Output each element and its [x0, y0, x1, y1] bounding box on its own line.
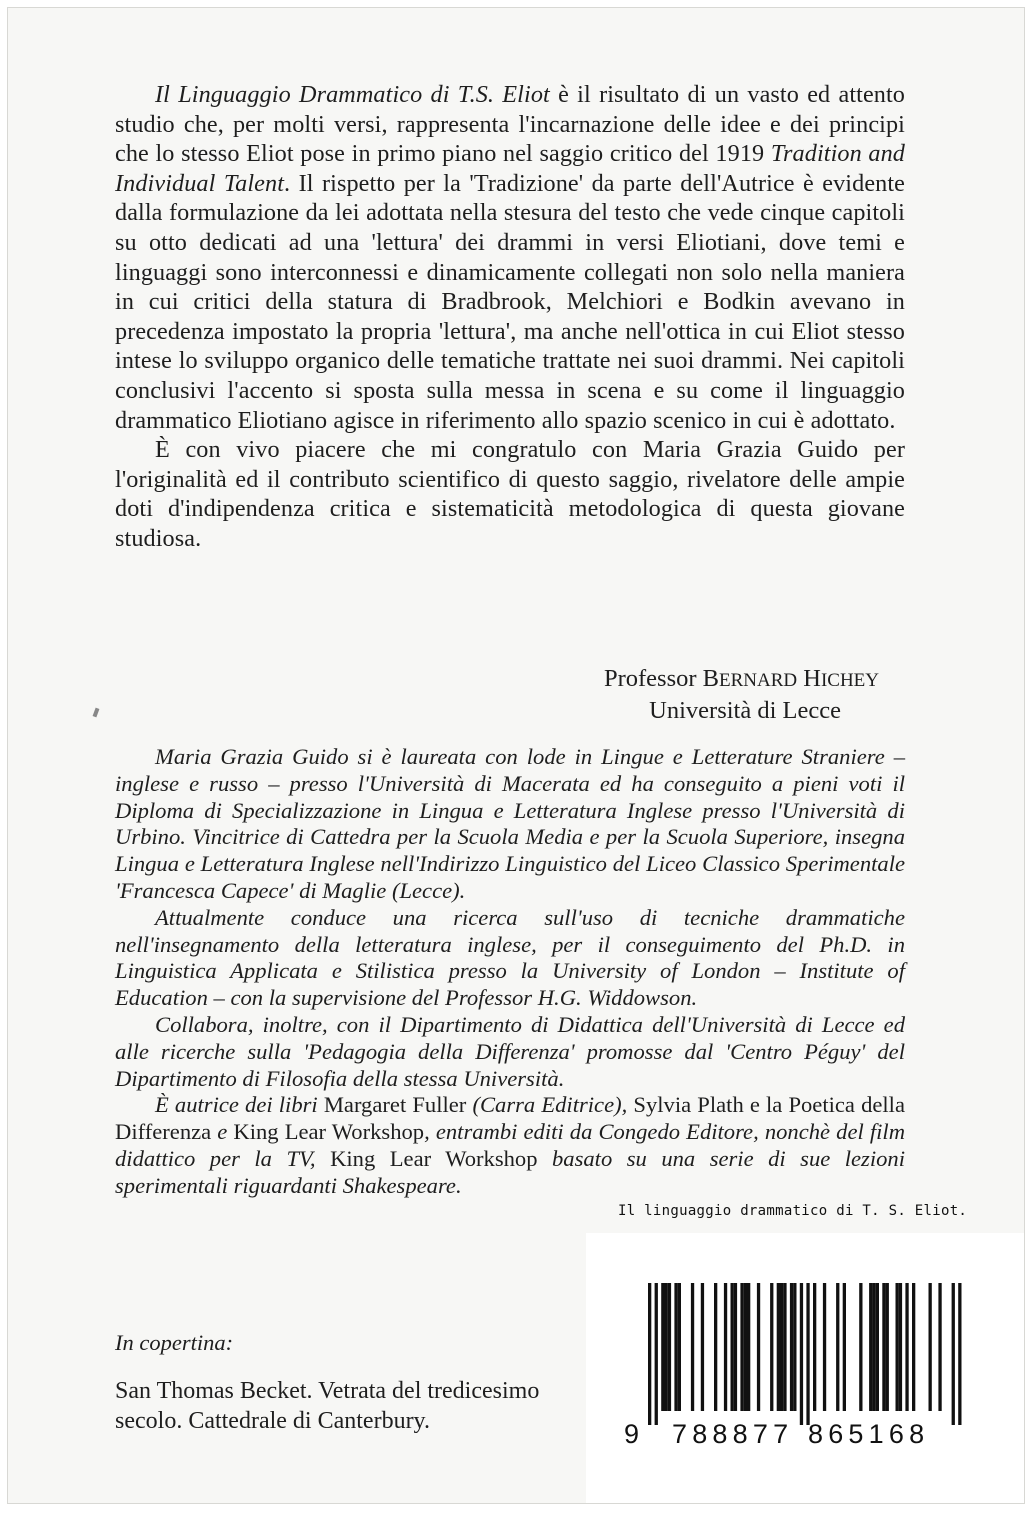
barcode-bar: [813, 1283, 816, 1411]
barcode-bar: [648, 1283, 651, 1425]
signature-name-part: ICHEY: [820, 670, 879, 691]
review-paragraph-1: [115, 80, 905, 435]
review-paragraph-2: È con vivo piacere che mi congratulo con Maria Grazia Guido per l'originalità ed il contributo scientifico di questo saggio, rivelatore delle ampie doti d'indipendenza critica e sistematicità metodologica di questa giovane studiosa.: [115, 436, 905, 552]
barcode-bar: [790, 1283, 793, 1411]
barcode-bars: [648, 1283, 966, 1425]
signature-initial: H: [803, 665, 821, 692]
barcode-bar: [731, 1283, 734, 1411]
review-text-span: . Il rispetto per la 'Tradizione' da parte dell'Autrice è evidente dalla formulazione da lei adottata nella stesura del testo che vede cinque capitoli su otto dedicati ad una 'lettura' dei drammi in versi Eliotiani, dove temi e linguaggi sono interconnessi e dinamicamente collegati non solo nella maniera in cui critici della statura di Bradbrook, Melchiori e Bodkin avevano in precedenza impostato la propria 'lettura', ma anche nell'ottica in cui Eliot stesso intese lo sviluppo organico delle tematiche trattate nei suoi drammi. Nei capitoli conclusivi l'accento si sposta sulla messa in scena e su come il linguaggio drammatico Eliotiano agisce in riferimento allo spazio scenico in cui è adottato.: [115, 169, 906, 434]
barcode-bar: [661, 1283, 664, 1411]
bio-film-title: King Lear Workshop: [330, 1145, 538, 1171]
bio-text-span: È autrice dei libri: [155, 1092, 324, 1118]
bio-paragraph-3: Collabora, inoltre, con il Dipartimento di Didattica dell'Università di Lecce ed alle ricerche sulla 'Pedagogia della Differenza' promosse dal 'Centro Péguy' del Dipartimento di Filosofia della stessa Università.: [115, 1011, 905, 1091]
signature-title: Professor: [603, 665, 697, 692]
barcode-bar: [757, 1283, 760, 1411]
barcode-bar: [958, 1283, 961, 1425]
barcode-bar: [938, 1283, 941, 1411]
barcode-digit-group-2: 865168: [808, 1419, 930, 1449]
barcode-bar: [876, 1283, 879, 1411]
signature-name-part: ERNARD: [718, 670, 798, 691]
barcode-bar: [859, 1283, 862, 1411]
barcode-bar: [734, 1283, 737, 1411]
barcode-first-digit: 9: [624, 1419, 645, 1449]
review-text-span: è il risultato di un vasto ed attento studio che, per molti versi, rappresenta l'incarnazione delle idee e dei principi che lo stesso Eliot pose in primo piano nel saggio critico del 1919: [115, 81, 905, 168]
barcode-bar: [783, 1283, 786, 1411]
barcode-bar: [886, 1283, 889, 1411]
bio-text-span: , entrambi editi da Congedo Editore, nonchè del film didattico per la TV,: [115, 1119, 906, 1171]
signature-name: [604, 664, 879, 696]
barcode-bar: [806, 1283, 809, 1425]
barcode-bar: [668, 1283, 671, 1411]
barcode-bar: [843, 1283, 846, 1411]
barcode-bar: [899, 1283, 902, 1411]
book-back-cover: [7, 7, 1025, 1504]
signature-initial: B: [702, 665, 719, 692]
print-mark: [93, 708, 100, 718]
barcode-bar: [793, 1283, 796, 1411]
barcode-bar: [823, 1283, 826, 1411]
barcode-sticker: [586, 1233, 1025, 1504]
review-signature: [604, 664, 879, 726]
barcode-bar: [780, 1283, 783, 1411]
signature-affiliation: Università di Lecce: [649, 697, 841, 724]
bio-text-span: (Carra Editrice),: [466, 1092, 634, 1118]
bio-book-title: Margaret Fuller: [323, 1092, 467, 1118]
barcode-bar: [872, 1283, 875, 1411]
barcode-bar: [952, 1283, 955, 1425]
barcode-bar: [740, 1283, 743, 1411]
bio-text-span: basato su una serie di sue lezioni sperimentali riguardanti Shakespeare.: [115, 1145, 905, 1198]
barcode-bar: [701, 1283, 704, 1411]
barcode-bar: [744, 1283, 747, 1411]
barcode-bar: [665, 1283, 668, 1411]
barcode-digit-group-1: 788877: [672, 1419, 794, 1449]
book-title: Il Linguaggio Drammatico di T.S. Eliot: [155, 81, 550, 108]
review-text: [115, 80, 905, 554]
barcode-bar: [896, 1283, 899, 1411]
bio-book-title: Sylvia Plath e la Poetica della Differenza: [115, 1092, 905, 1145]
barcode-bar: [836, 1283, 839, 1411]
essay-title: Tradition and Individual Talent: [115, 140, 905, 197]
barcode-bar: [777, 1283, 780, 1411]
barcode-bar: [691, 1283, 694, 1411]
series-label: Il linguaggio drammatico di T. S. Eliot.: [618, 1203, 968, 1219]
barcode-bar: [714, 1283, 717, 1411]
barcode-bar: [882, 1283, 885, 1411]
bio-paragraph-4: [115, 1092, 905, 1199]
author-bio: [115, 744, 905, 1200]
barcode-bar: [800, 1283, 803, 1425]
cover-caption: In copertina:: [115, 1330, 234, 1355]
barcode-bar: [869, 1283, 872, 1411]
bio-book-title: King Lear Workshop: [233, 1119, 425, 1145]
barcode-bar: [912, 1283, 915, 1411]
bio-paragraph-1: Maria Grazia Guido si è laureata con lode in Lingue e Letterature Straniere – inglese e russo – presso l'Università di Macerata ed ha conseguito a pieni voti il Diploma di Specializzazione in Lingua e Letteratura Inglese presso l'Università di Urbino. Vincitrice di Cattedra per la Scuola Media e per la Scuola Superiore, insegna Lingua e Letteratura Inglese nell'Indirizzo Linguistico del Liceo Classico Sperimentale 'Francesca Capece' di Maglie (Lecce).: [115, 744, 905, 903]
bio-paragraph-2: Attualmente conduce una ricerca sull'uso di tecniche drammatiche nell'insegnamento della letteratura inglese, per il conseguimento del Ph.D. in Linguistica Applicata e Stilistica presso la University of London – Institute of Education – con la supervisione del Professor H.G. Widdowson.: [115, 904, 905, 1011]
barcode-bar: [905, 1283, 908, 1411]
barcode-bar: [770, 1283, 773, 1411]
cover-description: San Thomas Becket. Vetrata del tredicesimo secolo. Cattedrale di Canterbury.: [115, 1378, 540, 1434]
barcode-bar: [674, 1283, 677, 1411]
barcode-bar: [724, 1283, 727, 1411]
barcode-bar: [655, 1283, 658, 1425]
bio-text-span: e: [211, 1119, 234, 1145]
barcode-bar: [929, 1283, 932, 1411]
barcode-bar: [747, 1283, 750, 1411]
barcode-bar: [678, 1283, 681, 1411]
